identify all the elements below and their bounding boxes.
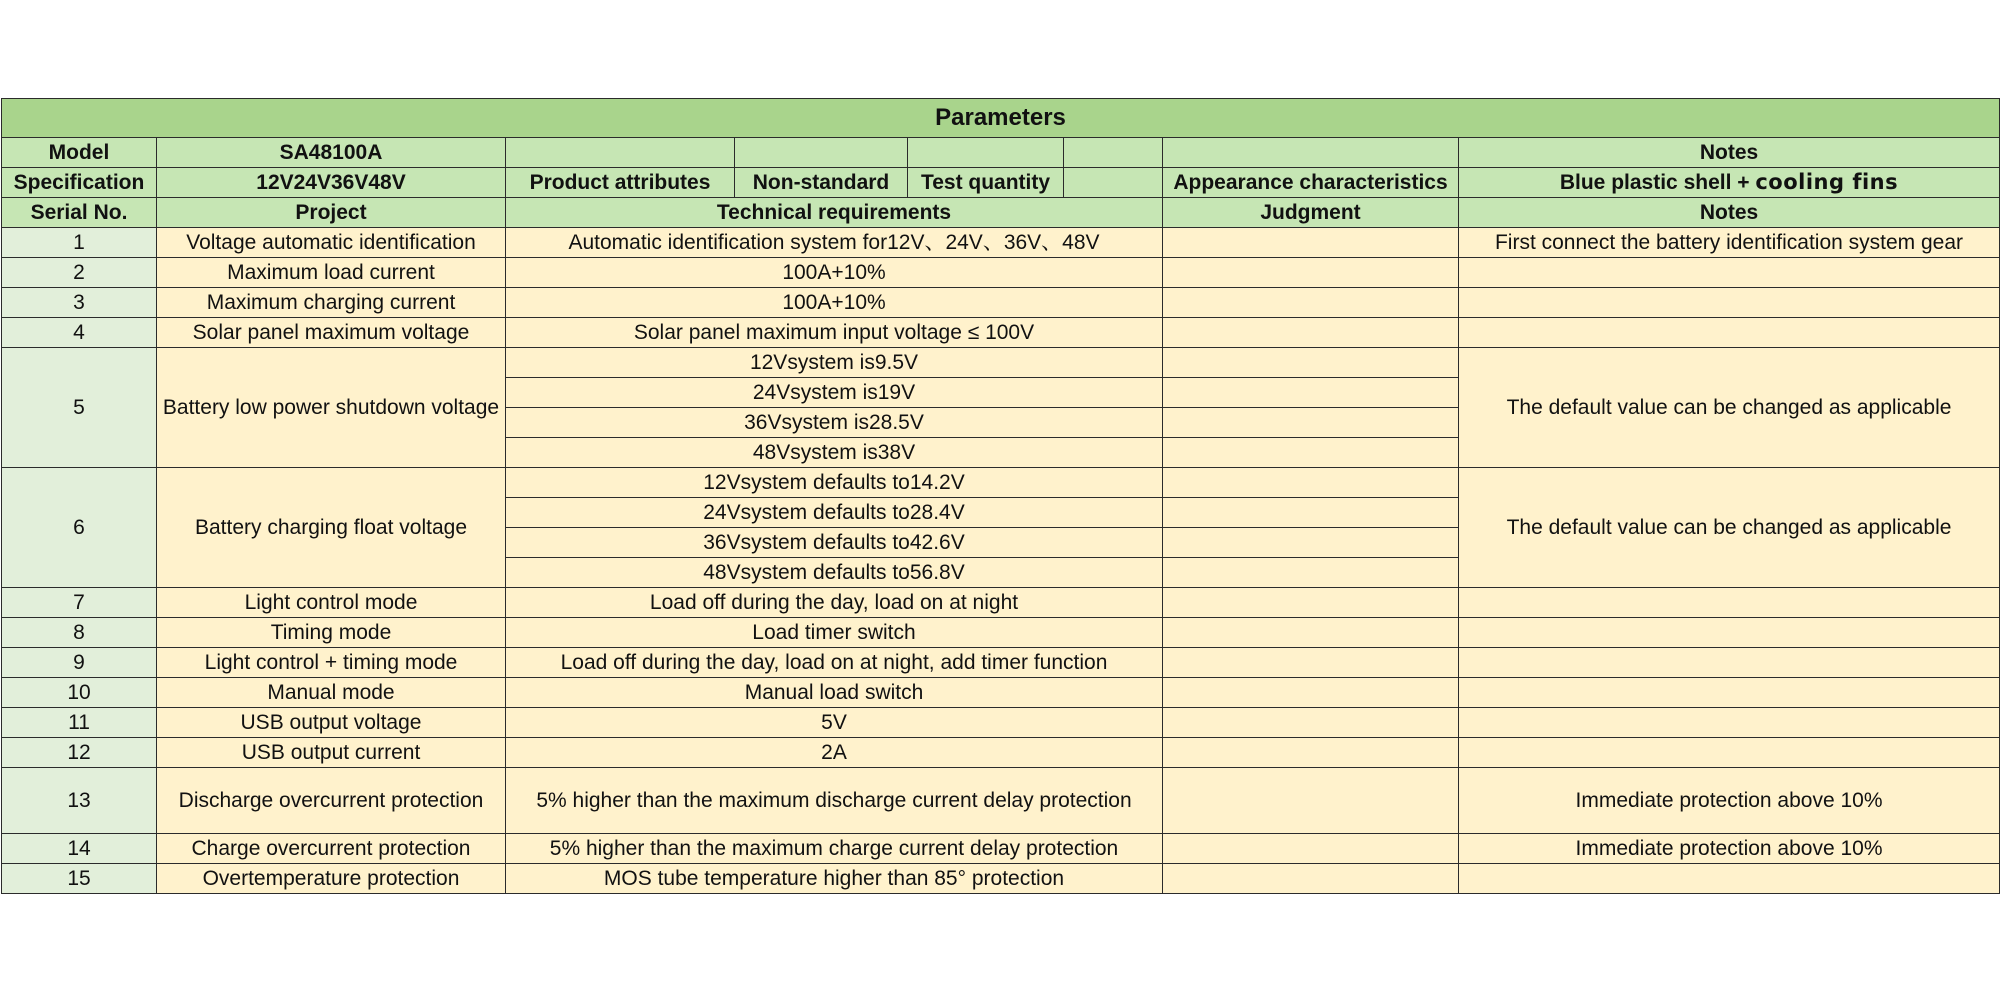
- requirement-cell: 48Vsystem defaults to56.8V: [506, 558, 1163, 588]
- judgment-cell: [1163, 738, 1459, 768]
- model-blank-cell: [506, 138, 735, 168]
- requirement-cell: 36Vsystem is28.5V: [506, 408, 1163, 438]
- requirement-cell: 24Vsystem defaults to28.4V: [506, 498, 1163, 528]
- project-cell: Manual mode: [157, 678, 506, 708]
- table-row: [2, 588, 2000, 618]
- judgment-cell: [1163, 408, 1459, 438]
- judgment-cell: [1163, 258, 1459, 288]
- shell-text: Blue plastic shell +: [1559, 171, 1756, 194]
- judgment-cell: [1163, 498, 1459, 528]
- serial-cell: 10: [2, 678, 157, 708]
- appearance-label: Appearance characteristics: [1163, 168, 1459, 198]
- project-cell: Battery low power shutdown voltage: [157, 348, 506, 468]
- serial-cell: 1: [2, 228, 157, 258]
- serial-cell: 4: [2, 318, 157, 348]
- table-row: [2, 288, 2000, 318]
- project-cell: Battery charging float voltage: [157, 468, 506, 588]
- judgment-cell: [1163, 648, 1459, 678]
- judgment-cell: [1163, 588, 1459, 618]
- spec-table-container: [1, 98, 1999, 894]
- notes-cell: [1459, 864, 2000, 894]
- requirement-cell: Load timer switch: [506, 618, 1163, 648]
- table-title: Parameters: [2, 99, 2000, 138]
- notes-cell: The default value can be changed as applicable: [1459, 468, 2000, 588]
- column-header-row: [2, 198, 2000, 228]
- judgment-cell: [1163, 708, 1459, 738]
- table-row: [2, 318, 2000, 348]
- requirement-cell: MOS tube temperature higher than 85° protection: [506, 864, 1163, 894]
- serial-cell: 2: [2, 258, 157, 288]
- requirement-cell: 12Vsystem is9.5V: [506, 348, 1163, 378]
- header-technical: Technical requirements: [506, 198, 1163, 228]
- header-project: Project: [157, 198, 506, 228]
- table-row: [2, 834, 2000, 864]
- requirement-cell: 5V: [506, 708, 1163, 738]
- notes-cell: [1459, 258, 2000, 288]
- appearance-value: [1459, 168, 2000, 198]
- notes-cell: [1459, 318, 2000, 348]
- header-judgment: Judgment: [1163, 198, 1459, 228]
- table-row: [2, 708, 2000, 738]
- table-row: [2, 258, 2000, 288]
- table-row: [2, 228, 2000, 258]
- requirement-cell: Solar panel maximum input voltage ≤ 100V: [506, 318, 1163, 348]
- spec-label: Specification: [2, 168, 157, 198]
- model-blank-cell: [1064, 138, 1163, 168]
- project-cell: Voltage automatic identification: [157, 228, 506, 258]
- fins-text: cooling fins: [1755, 170, 1899, 194]
- notes-cell: First connect the battery identification system gear: [1459, 228, 2000, 258]
- table-row: [2, 864, 2000, 894]
- requirement-cell: 5% higher than the maximum charge current delay protection: [506, 834, 1163, 864]
- judgment-cell: [1163, 768, 1459, 834]
- notes-cell: [1459, 708, 2000, 738]
- project-cell: Charge overcurrent protection: [157, 834, 506, 864]
- model-label: Model: [2, 138, 157, 168]
- serial-cell: 13: [2, 768, 157, 834]
- table-row: [2, 738, 2000, 768]
- serial-cell: 3: [2, 288, 157, 318]
- table-row: [2, 348, 2000, 378]
- test-quantity-value: [1064, 168, 1163, 198]
- judgment-cell: [1163, 678, 1459, 708]
- serial-cell: 14: [2, 834, 157, 864]
- project-cell: Light control mode: [157, 588, 506, 618]
- test-quantity-label: Test quantity: [908, 168, 1064, 198]
- project-cell: Discharge overcurrent protection: [157, 768, 506, 834]
- notes-cell: The default value can be changed as applicable: [1459, 348, 2000, 468]
- judgment-cell: [1163, 864, 1459, 894]
- spec-value: 12V24V36V48V: [157, 168, 506, 198]
- judgment-cell: [1163, 288, 1459, 318]
- serial-cell: 12: [2, 738, 157, 768]
- model-value: SA48100A: [157, 138, 506, 168]
- requirement-cell: Load off during the day, load on at night: [506, 588, 1163, 618]
- serial-cell: 7: [2, 588, 157, 618]
- notes-cell: [1459, 648, 2000, 678]
- judgment-cell: [1163, 558, 1459, 588]
- parameters-table: [1, 98, 2000, 894]
- serial-cell: 15: [2, 864, 157, 894]
- judgment-cell: [1163, 618, 1459, 648]
- judgment-cell: [1163, 318, 1459, 348]
- project-cell: Maximum load current: [157, 258, 506, 288]
- table-row: [2, 468, 2000, 498]
- serial-cell: 6: [2, 468, 157, 588]
- project-cell: USB output current: [157, 738, 506, 768]
- table-row: [2, 768, 2000, 834]
- judgment-cell: [1163, 348, 1459, 378]
- requirement-cell: Automatic identification system for12V、24V、36V、48V: [506, 228, 1163, 258]
- serial-cell: 8: [2, 618, 157, 648]
- requirement-cell: 5% higher than the maximum discharge current delay protection: [506, 768, 1163, 834]
- judgment-cell: [1163, 528, 1459, 558]
- judgment-cell: [1163, 378, 1459, 408]
- requirement-cell: 100A+10%: [506, 288, 1163, 318]
- requirement-cell: 48Vsystem is38V: [506, 438, 1163, 468]
- product-attributes-label: Product attributes: [506, 168, 735, 198]
- title-row: [2, 99, 2000, 138]
- table-row: [2, 618, 2000, 648]
- model-blank-cell: [908, 138, 1064, 168]
- project-cell: Light control + timing mode: [157, 648, 506, 678]
- table-row: [2, 678, 2000, 708]
- project-cell: Timing mode: [157, 618, 506, 648]
- requirement-cell: Manual load switch: [506, 678, 1163, 708]
- requirement-cell: 100A+10%: [506, 258, 1163, 288]
- project-cell: Overtemperature protection: [157, 864, 506, 894]
- judgment-cell: [1163, 834, 1459, 864]
- serial-cell: 5: [2, 348, 157, 468]
- non-standard-value: Non-standard: [735, 168, 908, 198]
- notes-cell: [1459, 618, 2000, 648]
- serial-cell: 9: [2, 648, 157, 678]
- notes-cell: Immediate protection above 10%: [1459, 768, 2000, 834]
- requirement-cell: 2A: [506, 738, 1163, 768]
- header-serial: Serial No.: [2, 198, 157, 228]
- requirement-cell: Load off during the day, load on at night, add timer function: [506, 648, 1163, 678]
- project-cell: Solar panel maximum voltage: [157, 318, 506, 348]
- spec-row: [2, 168, 2000, 198]
- judgment-cell: [1163, 228, 1459, 258]
- notes-cell: [1459, 678, 2000, 708]
- model-blank-cell: [735, 138, 908, 168]
- requirement-cell: 12Vsystem defaults to14.2V: [506, 468, 1163, 498]
- project-cell: Maximum charging current: [157, 288, 506, 318]
- table-row: [2, 648, 2000, 678]
- header-notes: Notes: [1459, 198, 2000, 228]
- requirement-cell: 24Vsystem is19V: [506, 378, 1163, 408]
- serial-cell: 11: [2, 708, 157, 738]
- judgment-cell: [1163, 438, 1459, 468]
- notes-cell: [1459, 288, 2000, 318]
- model-blank-cell: [1163, 138, 1459, 168]
- project-cell: USB output voltage: [157, 708, 506, 738]
- notes-cell: [1459, 588, 2000, 618]
- model-notes-label: Notes: [1459, 138, 2000, 168]
- notes-cell: Immediate protection above 10%: [1459, 834, 2000, 864]
- requirement-cell: 36Vsystem defaults to42.6V: [506, 528, 1163, 558]
- notes-cell: [1459, 738, 2000, 768]
- judgment-cell: [1163, 468, 1459, 498]
- model-row: [2, 138, 2000, 168]
